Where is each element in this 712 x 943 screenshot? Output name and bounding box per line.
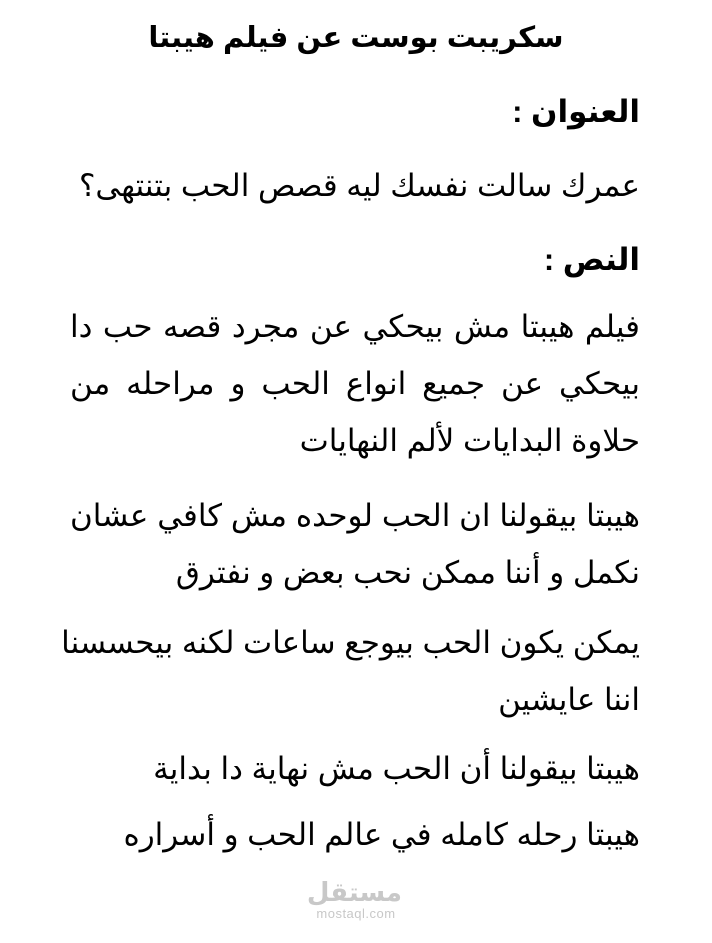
mostaql-watermark bbox=[306, 877, 402, 926]
paragraph-line: يمكن يكون الحب بيوجع ساعات لكنه بيحسسنا bbox=[61, 625, 640, 660]
paragraph-line: هيبتا بيقولنا ان الحب لوحده مش كافي عشان bbox=[70, 498, 640, 533]
paragraph-line: هيبتا بيقولنا أن الحب مش نهاية دا بداية bbox=[153, 751, 640, 786]
paragraph-2 bbox=[70, 487, 640, 601]
paragraph-5 bbox=[70, 806, 640, 863]
paragraph-line: بيحكي عن جميع انواع الحب و مراحله من bbox=[70, 366, 640, 401]
paragraph-line: اننا عايشين bbox=[498, 682, 640, 717]
paragraph-line: حلاوة البدايات لألم النهايات bbox=[299, 423, 640, 458]
paragraph-4 bbox=[70, 740, 640, 797]
paragraph-line: فيلم هيبتا مش بيحكي عن مجرد قصه حب دا bbox=[70, 309, 640, 344]
paragraph-3 bbox=[61, 614, 640, 728]
page-title: سكريبت بوست عن فيلم هيبتا bbox=[148, 22, 564, 54]
watermark-arabic-text: مستقل bbox=[306, 877, 402, 907]
heading-text-line: عمرك سالت نفسك ليه قصص الحب بتنتهى؟ bbox=[78, 168, 640, 203]
heading-label: العنوان : bbox=[512, 94, 640, 129]
paragraph-1 bbox=[70, 298, 640, 469]
watermark-latin-text: mostaql.com bbox=[316, 906, 396, 921]
paragraph-line: هيبتا رحله كامله في عالم الحب و أسراره bbox=[123, 817, 640, 852]
paragraph-line: نكمل و أننا ممكن نحب بعض و نفترق bbox=[175, 555, 640, 590]
body-label: النص : bbox=[543, 242, 640, 277]
heading-text bbox=[70, 157, 640, 214]
